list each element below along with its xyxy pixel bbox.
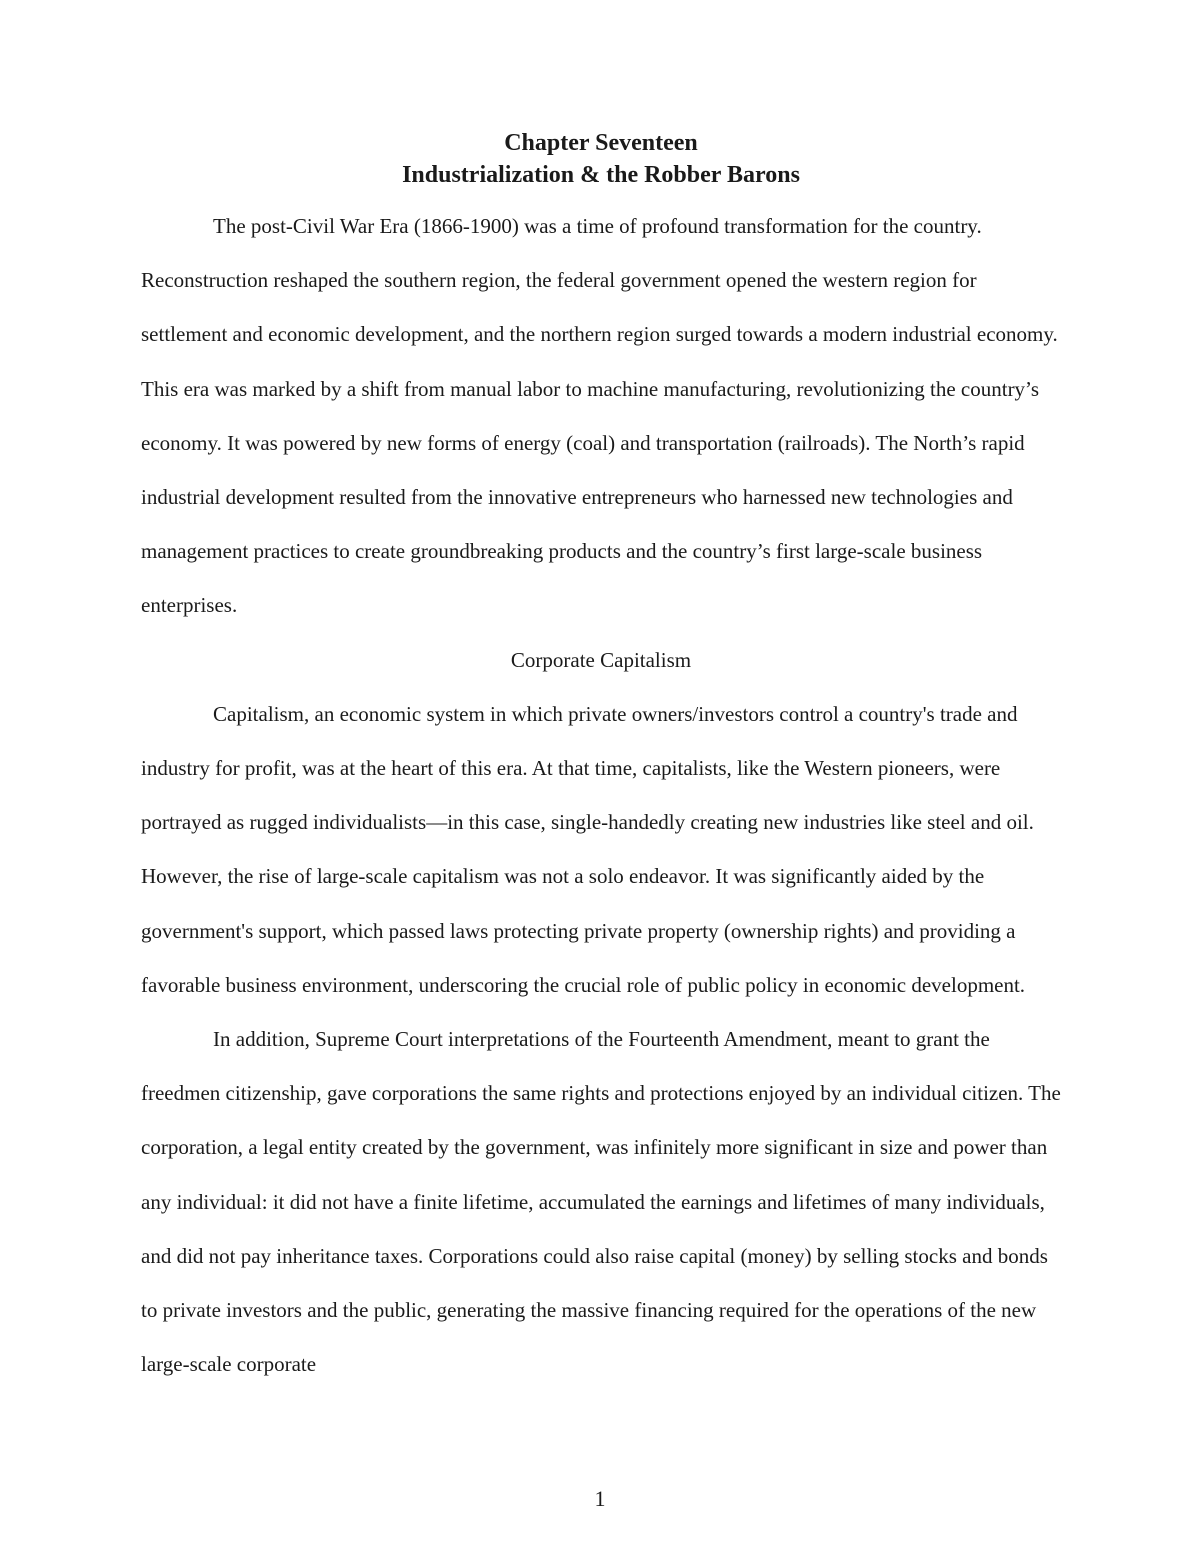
intro-paragraph: The post-Civil War Era (1866-1900) was a time of profound transformation for the country. Reconstruction reshaped the southern region, the federal government opened the western region for settlement and economic development, and the northern region surged towards a modern industrial economy. This era was marked by a shift from manual labor to machine manufacturing, revolutionizing the country’s economy. It was powered by new forms of energy (coal) and transportation (railroads). The North’s rapid industrial development resulted from the innovative entrepreneurs who harnessed new technologies and management practices to create groundbreaking products and the country’s first large-scale business enterprises. bbox=[141, 214, 1058, 618]
page-number: 1 bbox=[594, 1486, 606, 1511]
chapter-title: Chapter Seventeen bbox=[504, 130, 698, 156]
capitalism-paragraph: Capitalism, an economic system in which private owners/investors control a country's trade and industry for profit, was at the heart of this era. At that time, capitalists, like the Western pioneers, were portrayed as rugged individualists—in this case, single-handedly creating new industries like steel and oil. However, the rise of large-scale capitalism was not a solo endeavor. It was significantly aided by the government's support, which passed laws protecting private property (ownership rights) and providing a favorable business environment, underscoring the crucial role of public policy in economic development. bbox=[141, 701, 1034, 997]
corporations-paragraph: In addition, Supreme Court interpretations of the Fourteenth Amendment, meant to grant the freedmen citizenship, gave corporations the same rights and protections enjoyed by an individual citizen. The corporation, a legal entity created by the government, was infinitely more significant in size and power than any individual: it did not have a finite lifetime, accumulated the earnings and lifetimes of many individuals, and did not pay inheritance taxes. Corporations could also raise capital (money) by selling stocks and bonds to private investors and the public, generating the massive financing required for the operations of the new large-scale corporate bbox=[141, 1027, 1061, 1377]
chapter-subtitle: Industrialization & the Robber Barons bbox=[402, 162, 800, 188]
document-page bbox=[141, 127, 1061, 1391]
section-heading: Corporate Capitalism bbox=[510, 647, 692, 672]
